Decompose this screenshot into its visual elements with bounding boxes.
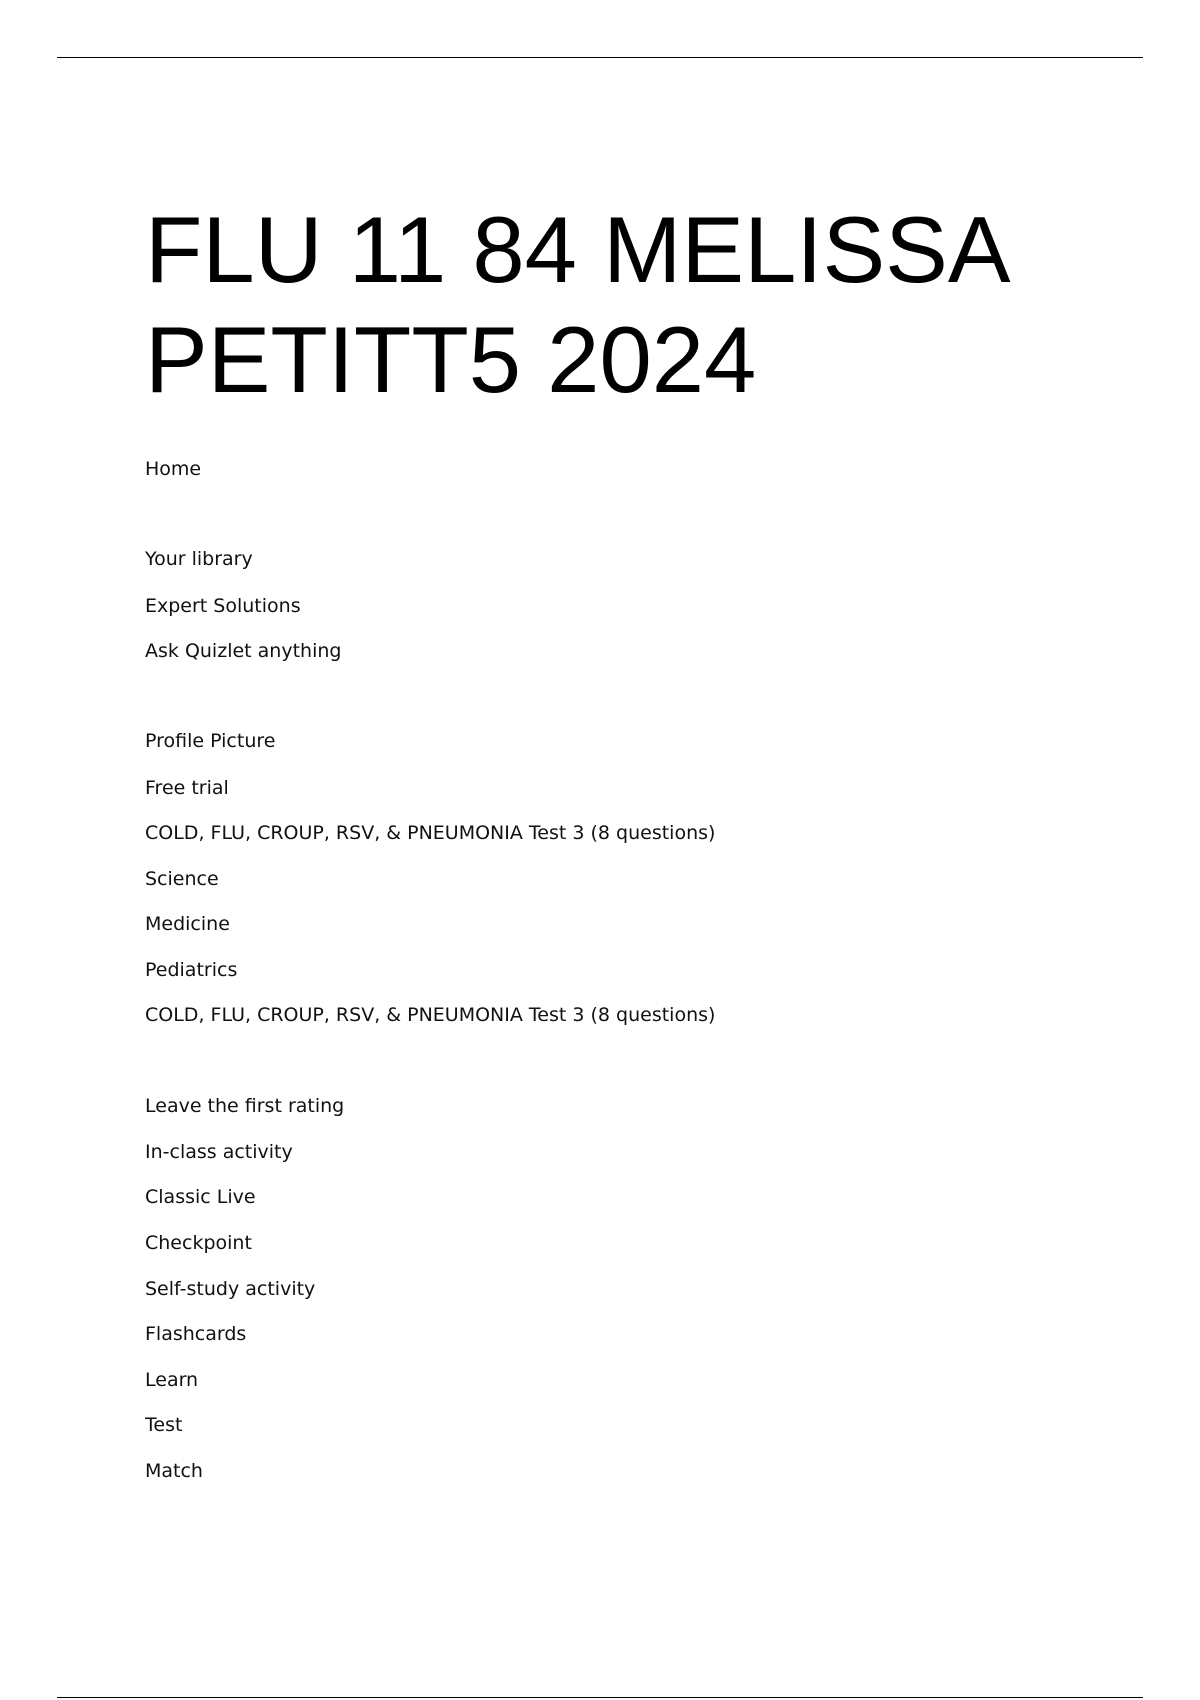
top-rule bbox=[57, 57, 1143, 58]
item-ask-quizlet: Ask Quizlet anything bbox=[145, 640, 342, 662]
item-pediatrics: Pediatrics bbox=[145, 959, 238, 981]
title-line-2: PETITT5 2024 bbox=[145, 307, 757, 412]
item-profile-picture: Profile Picture bbox=[145, 730, 276, 752]
item-your-library: Your library bbox=[145, 548, 253, 570]
item-science: Science bbox=[145, 868, 219, 890]
item-checkpoint: Checkpoint bbox=[145, 1232, 252, 1254]
item-home: Home bbox=[145, 458, 202, 480]
document-title bbox=[145, 195, 1145, 415]
item-leave-rating: Leave the first rating bbox=[145, 1095, 345, 1117]
item-classic-live: Classic Live bbox=[145, 1186, 256, 1208]
item-flashcards: Flashcards bbox=[145, 1323, 247, 1345]
item-test: Test bbox=[145, 1414, 183, 1436]
item-medicine: Medicine bbox=[145, 913, 230, 935]
item-in-class-activity: In-class activity bbox=[145, 1141, 293, 1163]
title-line-1: FLU 11 84 MELISSA bbox=[145, 197, 1011, 302]
item-learn: Learn bbox=[145, 1369, 199, 1391]
item-self-study-activity: Self-study activity bbox=[145, 1278, 316, 1300]
item-set-title: COLD, FLU, CROUP, RSV, & PNEUMONIA Test 3 (8 questions) bbox=[145, 822, 716, 844]
item-match: Match bbox=[145, 1460, 203, 1482]
item-expert-solutions: Expert Solutions bbox=[145, 595, 301, 617]
bottom-rule bbox=[57, 1697, 1143, 1698]
item-set-title-repeat: COLD, FLU, CROUP, RSV, & PNEUMONIA Test 3 (8 questions) bbox=[145, 1004, 716, 1026]
item-free-trial: Free trial bbox=[145, 777, 229, 799]
